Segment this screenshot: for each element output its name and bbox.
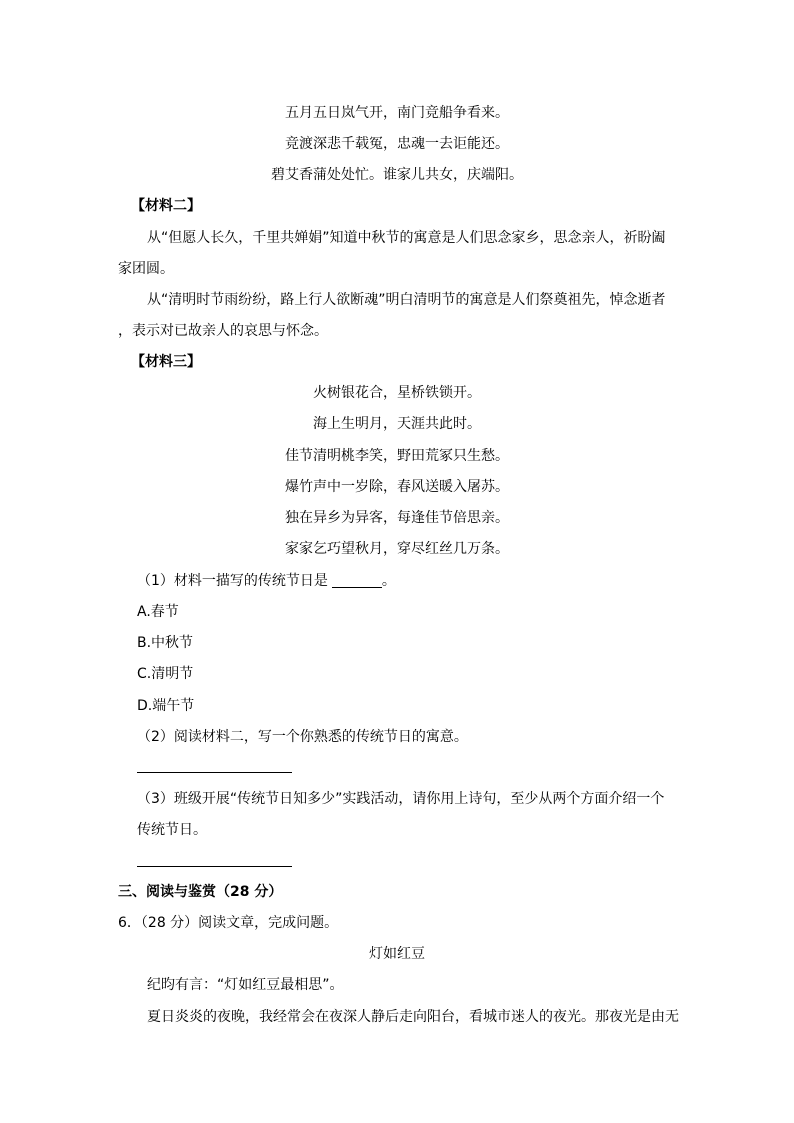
answer-line[interactable]	[137, 866, 292, 867]
question-3-line2: 传统节日。	[137, 822, 207, 838]
paragraph-line: 从“清明时节雨纷纷，路上行人欲断魂”明白清明节的寓意是人们祭奠祖先，悼念逝者	[147, 292, 666, 308]
option-d: D.端午节	[137, 698, 195, 714]
paragraph-line: 从“但愿人长久，千里共婵娟”知道中秋节的寓意是人们思念家乡，思念亲人，祈盼阖	[147, 230, 666, 246]
question-text: （1）材料一描写的传统节日是	[137, 573, 328, 589]
question-2: （2）阅读材料二，写一个你熟悉的传统节日的寓意。	[137, 729, 468, 745]
section-title: 三、阅读与鉴赏（28 分）	[118, 884, 283, 900]
option-a: A.春节	[137, 604, 179, 620]
material3-heading: 【材料三】	[131, 354, 201, 370]
question-end: 。	[381, 573, 396, 589]
question-1	[137, 571, 396, 591]
answer-blank[interactable]	[332, 573, 382, 588]
poem-line: 佳节清明桃李笑，野田荒冢只生愁。	[285, 448, 509, 464]
question-3-line1: （3）班级开展“传统节日知多少”实践活动，请你用上诗句，至少从两个方面介绍一个	[137, 791, 665, 807]
question-6: 6．（28 分）阅读文章，完成问题。	[118, 915, 339, 931]
poem-line: 爆竹声中一岁除，春风送暖入屠苏。	[285, 479, 509, 495]
poem-line: 火树银花合，星桥铁锁开。	[313, 385, 481, 401]
poem-line: 家家乞巧望秋月，穿尽红丝几万条。	[285, 541, 509, 557]
article-line: 夏日炎炎的夜晚，我经常会在夜深人静后走向阳台，看城市迷人的夜光。那夜光是由无	[147, 1009, 679, 1025]
poem-line: 海上生明月，天涯共此时。	[313, 416, 481, 432]
option-b: B.中秋节	[137, 635, 194, 651]
article-title: 灯如红豆	[369, 946, 425, 962]
material2-heading: 【材料二】	[131, 198, 201, 214]
poem-line: 碧艾香蒲处处忙。谁家儿共女，庆端阳。	[271, 167, 523, 183]
poem-line: 竞渡深悲千载冤，忠魂一去讵能还。	[285, 136, 509, 152]
poem-line: 五月五日岚气开，南门竞船争看来。	[285, 105, 509, 121]
paragraph-line: 家团圆。	[118, 261, 174, 277]
answer-line[interactable]	[137, 772, 292, 773]
poem-line: 独在异乡为异客，每逢佳节倍思亲。	[285, 510, 509, 526]
paragraph-line: ，表示对已故亲人的哀思与怀念。	[118, 323, 328, 339]
article-line: 纪昀有言：“灯如红豆最相思”。	[147, 977, 344, 993]
option-c: C.清明节	[137, 666, 194, 682]
